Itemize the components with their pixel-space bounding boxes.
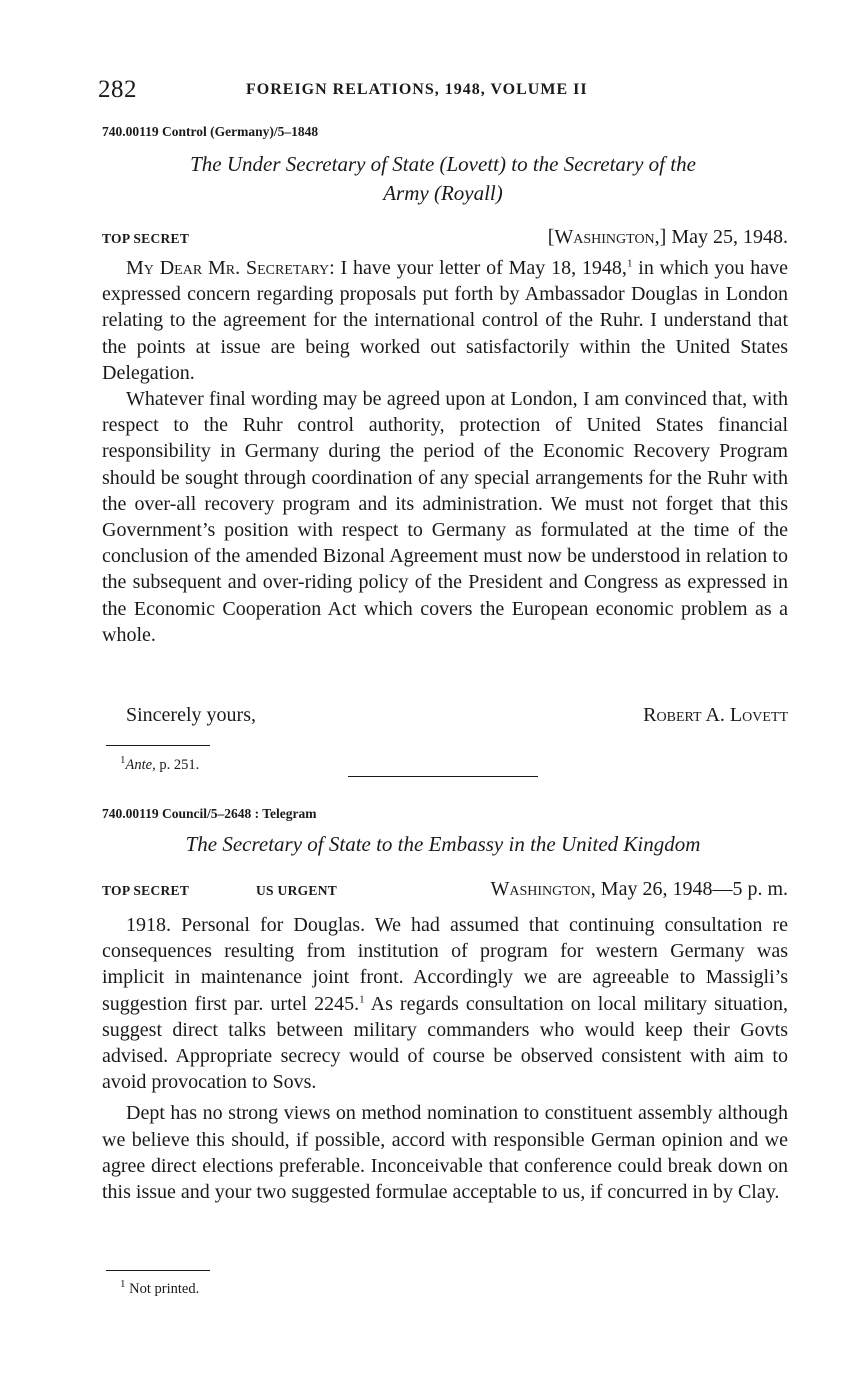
doc2-paragraph-2: Dept has no strong views on method nomination to constituent assembly although we believe this should, if possible, accord with responsible German opinion and we agree direct elections preferable. Inconceivable that conference could break down on this issue and your two suggested formulae acceptable to us, if concurred in by Clay. — [102, 1102, 788, 1204]
doc2-footnote-ref: 1 — [359, 992, 365, 1005]
doc1-title-line1: The Under Secretary of State (Lovett) to the Secretary of the — [190, 152, 696, 176]
doc1-para1-text-a: : I have your letter of May 18, 1948, — [329, 257, 627, 279]
doc2-dateline — [490, 878, 788, 901]
doc1-classification: TOP SECRET — [102, 231, 190, 246]
doc1-title-line2: Army (Royall) — [383, 181, 503, 205]
doc2-footnote — [120, 1278, 200, 1298]
doc2-file-reference: 740.00119 Council/5–2648 : Telegram — [102, 806, 317, 821]
doc1-dateline-bracket: [ — [547, 226, 555, 248]
doc1-caption-row — [102, 226, 788, 254]
page-number: 282 — [98, 76, 137, 103]
footnote-rule-2 — [106, 1270, 210, 1271]
doc1-para1-text-b: in which you have expressed concern regarding proposals put forth by Ambassador Douglas in London relating to the agreement for the international control of the Ruhr. I understand that the points at issue are being worked out satisfactorily within the United States Delegation. — [102, 257, 789, 384]
doc1-file-reference: 740.00119 Control (Germany)/5–1848 — [102, 124, 319, 139]
doc2-para1-text-b: As regards consultation on local military situation, suggest direct talks between military commanders who would keep their Govts advised. Appropriate secrecy would of course be observed consistent with aim to avoid provocation to Sovs. — [102, 992, 788, 1094]
doc2-body — [102, 912, 788, 1205]
doc1-title — [98, 150, 788, 208]
doc1-dateline-date: ,] May 25, 1948. — [654, 226, 788, 248]
doc1-dateline — [548, 226, 788, 249]
doc1-footnote-ref: 1 — [626, 257, 633, 270]
footnote-rule-1 — [106, 745, 210, 746]
doc1-paragraph-1 — [102, 255, 788, 386]
doc2-dateline-date: , May 26, 1948—5 p. m. — [590, 878, 788, 900]
doc1-footnote-ante: Ante — [125, 757, 153, 773]
doc2-paragraph-1 — [102, 912, 788, 1095]
doc2-priority: US URGENT — [256, 883, 338, 898]
doc2-footnote-text: Not printed. — [125, 1281, 200, 1297]
doc2-title: The Secretary of State to the Embassy in the United Kingdom — [185, 832, 701, 856]
doc1-footnote-marker: 1 — [120, 754, 126, 767]
doc2-dateline-place: Washington — [490, 878, 591, 900]
document-separator-rule — [348, 776, 538, 777]
doc2-caption-row — [102, 878, 788, 906]
running-head: FOREIGN RELATIONS, 1948, VOLUME II — [246, 81, 588, 98]
doc1-closing-row — [102, 704, 788, 732]
doc1-paragraph-2: Whatever final wording may be agreed upon at London, I am convinced that, with respect to the Ruhr control authority, protection of United States financial responsibility in Germany during the period of the Economic Recovery Program should be sought through coordination of any special arrangements for the Ruhr with the over-all recovery program and its administration. We must not forget that this Government’s position with respect to Germany as formulated at the time of the conclusion of the amended Bizonal Agreement must now be understood in relation to the subsequent and over-riding policy of the President and Congress as expressed in the Economic Cooperation Act which covers the European economic problem as a whole. — [102, 388, 788, 646]
doc2-footnote-marker: 1 — [120, 1278, 126, 1291]
page-header — [98, 76, 788, 108]
doc1-footnote-text: , p. 251. — [152, 757, 200, 773]
doc1-body — [102, 255, 788, 648]
doc2-para1-text-a: 1918. Personal for Douglas. We had assumed that continuing consultation re consequences resulting from institution of program for western Germany was implicit in maintenance joint front. Accordingly we are agreeable to Massigli’s suggestion first par. urtel 2245. — [102, 914, 788, 1015]
doc1-dateline-place: Washington — [554, 226, 655, 248]
doc1-signature: Robert A. Lovett — [643, 704, 788, 726]
doc2-classification: TOP SECRET — [102, 883, 190, 898]
doc1-footnote — [120, 754, 200, 774]
doc1-closing: Sincerely yours, — [126, 704, 256, 726]
doc1-salutation: My Dear Mr. Secretary — [126, 257, 330, 279]
